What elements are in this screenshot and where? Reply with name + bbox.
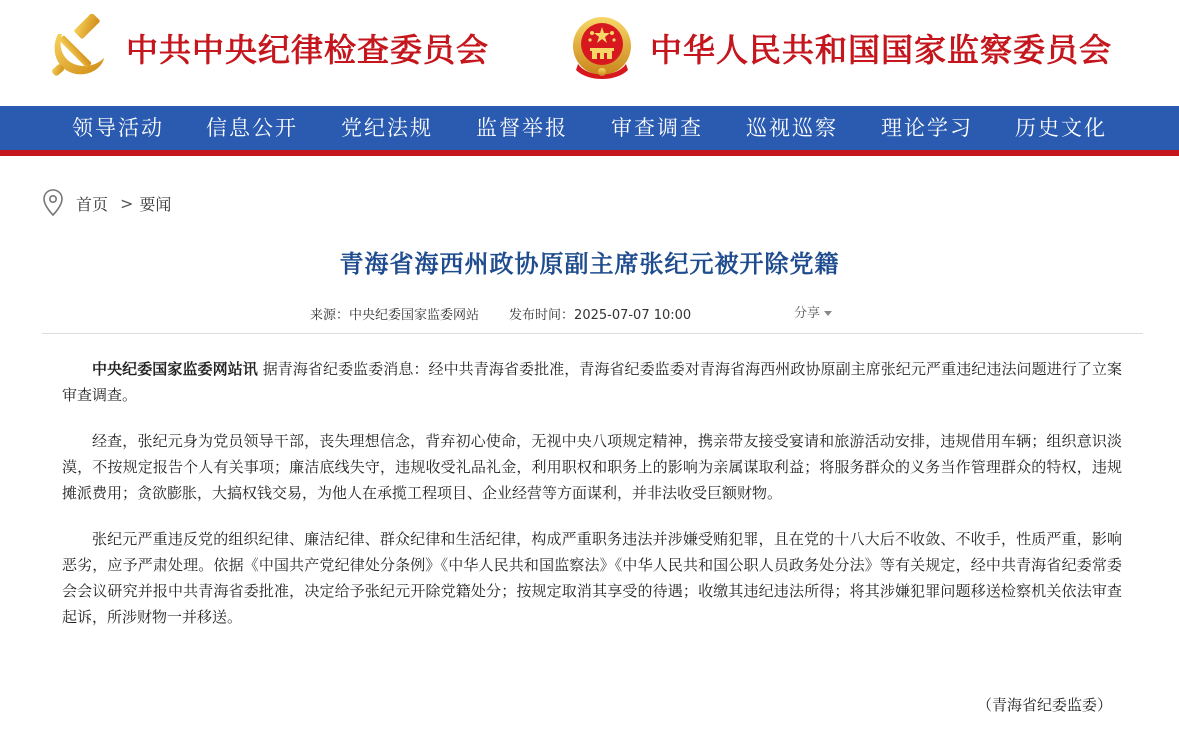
nav-item-inspection[interactable]: 巡视巡察 [746,116,838,140]
paragraph-3: 张纪元严重违反党的组织纪律、廉洁纪律、群众纪律和生活纪律，构成严重职务违法并涉嫌受贿犯罪，且在党的十八大后不收敛、不收手，性质严重，影响恶劣，应予严肃处理。依据《中国共产党纪律处分条例》《中华人民共和国监察法》《中华人民共和国公职人员政务处分法》等有关规定，经中共青海省纪委常委会会议研究并报中共青海省委批准，决定给予张纪元开除党籍处分；按规定取消其享受的待遇；收缴其违纪违法所得；将其涉嫌犯罪问题移送检察机关依法审查起诉，所涉财物一并移送。 [62,530,1122,626]
location-pin-icon [42,188,64,218]
source-label: 来源： [310,308,350,323]
time-value: 2025-07-07 10:00 [574,308,692,323]
nav-red-stripe [0,150,1179,156]
source-value: 中央纪委国家监委网站 [349,308,480,323]
nav-item-investigation[interactable]: 审查调查 [611,116,703,140]
article-body [62,356,1122,650]
hammer-sickle-icon [44,14,112,82]
article-title: 青海省海西州政协原副主席张纪元被开除党籍 [339,250,840,278]
share-button[interactable] [794,302,832,321]
time-label: 发布时间： [509,308,575,323]
site-header [0,0,1179,106]
nav-item-disclosure[interactable]: 信息公开 [206,116,298,140]
share-label: 分享 [794,306,821,321]
breadcrumb [42,186,171,220]
ccdi-logo-text: 中共中央纪律检查委员会 [126,31,490,69]
article-meta [310,304,691,324]
nav-item-theory[interactable]: 理论学习 [881,116,973,140]
nav-item-history[interactable]: 历史文化 [1015,116,1107,140]
main-nav [0,106,1179,150]
paragraph-1 [62,356,1122,408]
nav-item-regulations[interactable]: 党纪法规 [341,116,433,140]
chevron-down-icon [824,311,832,316]
nav-item-report[interactable]: 监督举报 [476,116,568,140]
meta-divider [42,333,1143,334]
paragraph-1-text: 据青海省纪委监委消息：经中共青海省委批准，青海省纪委监委对青海省海西州政协原副主席张纪元严重违纪违法问题进行了立案审查调查。 [62,360,1122,404]
national-emblem-icon [568,14,636,82]
paragraph-2: 经查，张纪元身为党员领导干部，丧失理想信念，背弃初心使命，无视中央八项规定精神，携亲带友接受宴请和旅游活动安排，违规借用车辆；组织意识淡漠，不按规定报告个人有关事项；廉洁底线失守，违规收受礼品礼金，利用职权和职务上的影响为亲属谋取利益；将服务群众的义务当作管理群众的特权，违规摊派费用；贪欲膨胀，大搞权钱交易，为他人在承揽工程项目、企业经营等方面谋利，并非法收受巨额财物。 [62,432,1122,502]
article-signoff: （青海省纪委监委） [976,696,1112,714]
breadcrumb-home-link[interactable]: 首页 [76,194,109,214]
nsc-logo[interactable] [568,8,1112,88]
breadcrumb-separator: > [120,193,134,213]
ccdi-logo[interactable] [44,8,489,88]
nav-item-leadership[interactable]: 领导活动 [72,116,164,140]
nsc-logo-text: 中华人民共和国国家监察委员会 [650,31,1113,69]
breadcrumb-current-link[interactable]: 要闻 [139,194,172,214]
dateline: 中央纪委国家监委网站讯 [92,360,258,378]
